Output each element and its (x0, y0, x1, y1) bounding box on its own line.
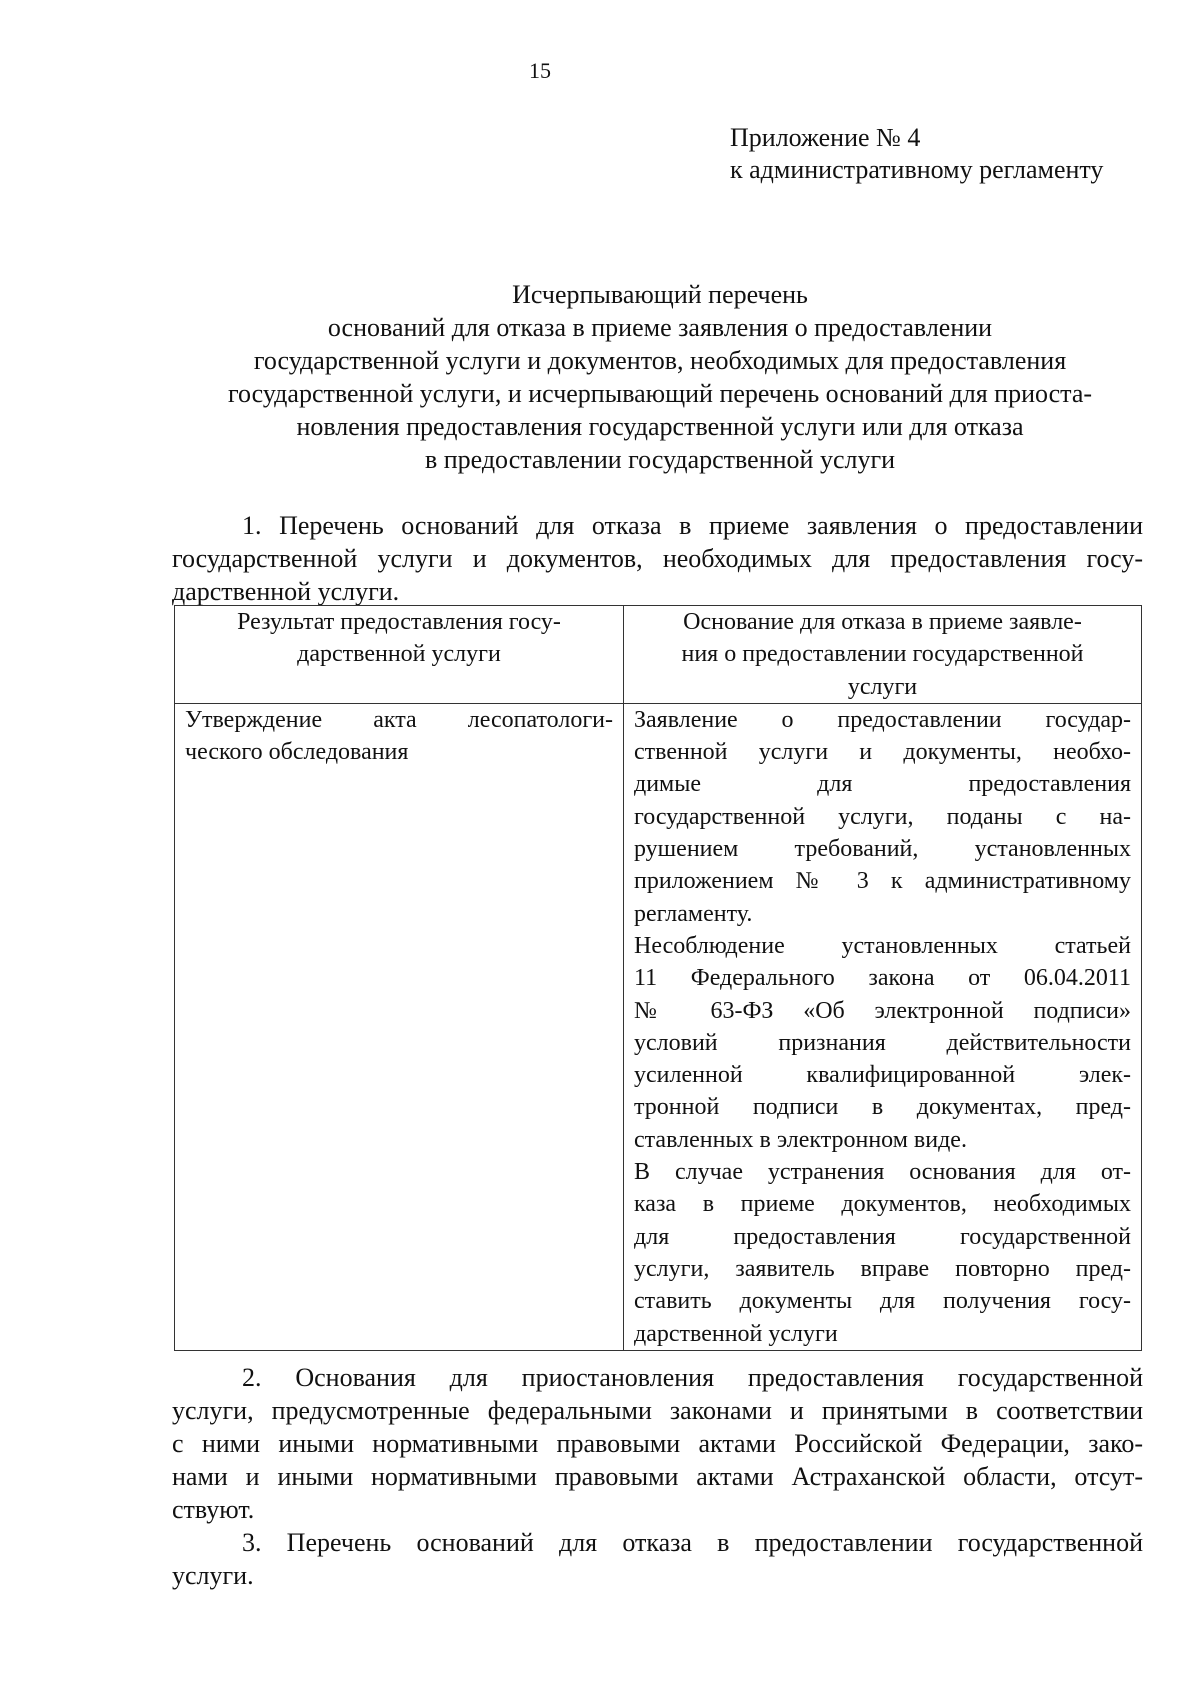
cell-line: дарственной услуги (634, 1320, 838, 1347)
cell-line: ческого обследования (185, 739, 409, 766)
grounds-block-1 (634, 704, 1131, 930)
page-number: 15 (529, 58, 551, 83)
paragraph-3 (172, 1526, 1143, 1592)
paragraph-line: дарственной услуги. (172, 577, 400, 606)
header-line: услуги (847, 673, 918, 700)
header-line: Основание для отказа в приеме заявле- (683, 609, 1082, 635)
table-header-grounds (624, 606, 1142, 704)
table-cell-grounds (624, 703, 1142, 1350)
table-cell-result (175, 703, 624, 1350)
cell-line: димые для предоставления (634, 771, 1131, 798)
cell-line: В случае устранения основания для от- (634, 1159, 1131, 1186)
heading-line: новления предоставления государственной услуги или для отказа (296, 412, 1024, 441)
table-row (175, 703, 1142, 1350)
cell-line: условий признания действительности (634, 1029, 1131, 1056)
paragraph-line: 3. Перечень оснований для отказа в предоставлении государственной (242, 1528, 1143, 1557)
cell-line: ставить документы для получения госу- (634, 1288, 1131, 1315)
cell-line: 11 Федерального закона от 06.04.2011 (634, 965, 1131, 992)
appendix-title: Приложение № 4 (730, 123, 921, 152)
cell-line: Утверждение акта лесопатологи- (185, 706, 613, 733)
cell-line: регламенту. (634, 900, 753, 927)
heading-line: государственной услуги и документов, необходимых для предоставления (253, 346, 1067, 375)
grounds-table (174, 605, 1142, 1351)
grounds-block-3 (634, 1156, 1131, 1350)
cell-line: усиленной квалифицированной элек- (634, 1062, 1131, 1089)
cell-line: каза в приеме документов, необходимых (634, 1191, 1131, 1218)
table-header-result (175, 606, 624, 704)
appendix-reference (730, 122, 1103, 186)
cell-line: Заявление о предоставлении государ- (634, 706, 1131, 733)
paragraph-line: 1. Перечень оснований для отказа в приеме заявления о предоставлении (242, 511, 1143, 540)
heading-line: в предоставлении государственной услуги (424, 445, 896, 474)
paragraph-line: услуги, предусмотренные федеральными законами и принятыми в соответствии (172, 1396, 1143, 1425)
header-line: Результат предоставления госу- (237, 609, 561, 635)
cell-line: рушением требований, установленных (634, 836, 1131, 863)
cell-line: ственной услуги и документы, необхо- (634, 739, 1131, 766)
heading-line: оснований для отказа в приеме заявления о предоставлении (327, 313, 993, 342)
heading-line: государственной услуги, и исчерпывающий перечень оснований для приоста- (227, 379, 1093, 408)
header-line: дарственной услуги (297, 641, 501, 668)
cell-line: приложением № 3 к административному (634, 868, 1131, 895)
paragraph-line: государственной услуги и документов, необходимых для предоставления госу- (172, 544, 1143, 573)
cell-line: Несоблюдение установленных статьей (634, 932, 1131, 959)
cell-line: государственной услуги, поданы с на- (634, 803, 1131, 830)
paragraph-2 (172, 1361, 1143, 1526)
cell-line: услуги, заявитель вправе повторно пред- (634, 1255, 1131, 1282)
document-heading (180, 278, 1140, 476)
paragraph-line: нами и иными нормативными правовыми актами Астраханской области, отсут- (172, 1462, 1143, 1491)
cell-line: для предоставления государственной (634, 1223, 1131, 1250)
paragraph-line: услуги. (172, 1561, 254, 1590)
grounds-block-2 (634, 930, 1131, 1156)
heading-line: Исчерпывающий перечень (512, 280, 808, 309)
paragraph-line: с ними иными нормативными правовыми актами Российской Федерации, зако- (172, 1429, 1143, 1458)
table-header-row (175, 606, 1142, 704)
paragraph-line: 2. Основания для приостановления предоставления государственной (242, 1363, 1143, 1392)
cell-line: тронной подписи в документах, пред- (634, 1094, 1131, 1121)
paragraph-line: ствуют. (172, 1495, 255, 1524)
cell-line: ставленных в электронном виде. (634, 1126, 967, 1153)
appendix-subtitle: к административному регламенту (730, 155, 1104, 184)
cell-line: № 63-ФЗ «Об электронной подписи» (634, 997, 1131, 1024)
paragraph-1 (172, 509, 1143, 608)
header-line: ния о предоставлении государственной (681, 641, 1084, 668)
